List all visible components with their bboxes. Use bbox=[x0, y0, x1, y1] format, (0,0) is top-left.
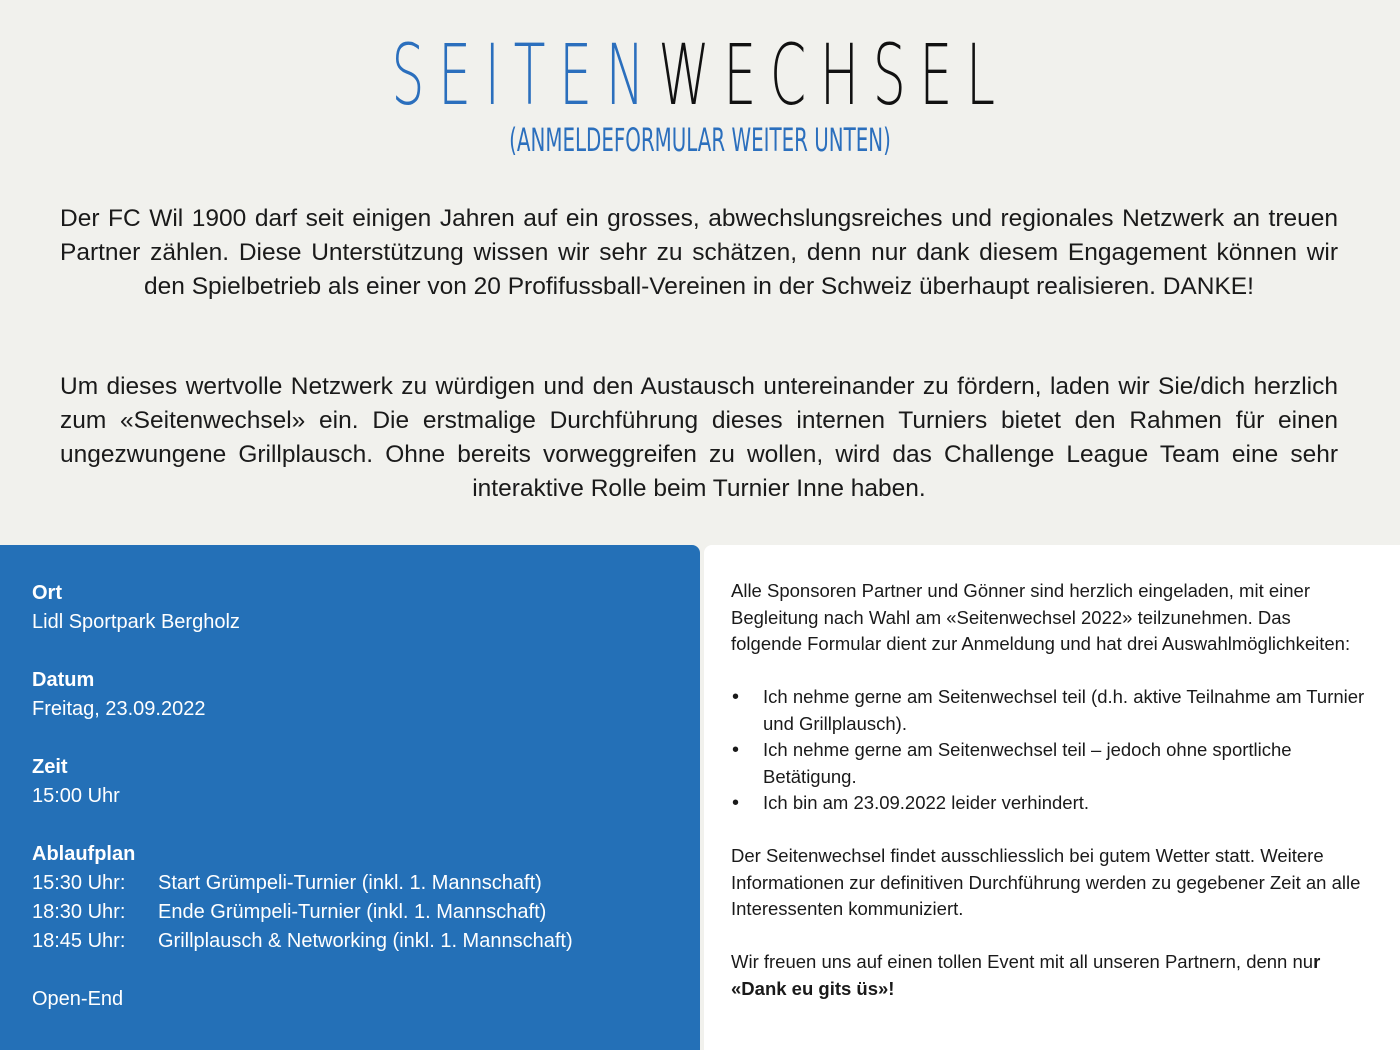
zeit-block bbox=[32, 753, 682, 811]
zeit-label: Zeit bbox=[32, 756, 68, 778]
closing-paragraph bbox=[731, 949, 1366, 1002]
schedule-event: Ende Grümpeli-Turnier (inkl. 1. Mannschaft) bbox=[158, 901, 547, 923]
info-paragraph-2: Der Seitenwechsel findet ausschliesslich bei gutem Wetter statt. Weitere Informationen zur definitiven Durchführung werden zu gegebener Zeit an alle Interessenten kommuniziert. bbox=[731, 845, 1361, 919]
closing-slogan: r «Dank eu gits üs»! bbox=[731, 951, 1321, 999]
title-part-wechsel: WECHSEL bbox=[658, 26, 1009, 124]
ort-value: Lidl Sportpark Bergholz bbox=[32, 611, 240, 633]
intro-paragraph-1: Der FC Wil 1900 darf seit einigen Jahren auf ein grosses, abwechslungsreiches und regionales Netzwerk an treuen Partner zählen. Diese Unterstützung wissen wir sehr zu schätzen, denn nur dank diesem Engagement können wir den Spielbetrieb als einer von 20 Profifussball-Vereinen in der Schweiz überhaupt realisieren. DANKE! bbox=[60, 205, 1338, 300]
open-end-text: Open-End bbox=[32, 988, 124, 1010]
ort-block bbox=[32, 579, 682, 637]
datum-block bbox=[32, 666, 682, 724]
schedule-event: Start Grümpeli-Turnier (inkl. 1. Mannschaft) bbox=[158, 872, 542, 894]
schedule-row bbox=[32, 927, 682, 956]
schedule-row bbox=[32, 869, 682, 898]
event-details-panel bbox=[0, 545, 700, 1050]
registration-options-list bbox=[731, 684, 1366, 817]
ablaufplan-block bbox=[32, 840, 682, 956]
list-item: • Ich nehme gerne am Seitenwechsel teil (d.h. aktive Teilnahme am Turnier und Grillplausch). bbox=[731, 684, 1366, 737]
schedule-time: 18:45 Uhr: bbox=[32, 930, 126, 952]
intro-paragraph-2: Um dieses wertvolle Netzwerk zu würdigen und den Austausch untereinander zu fördern, laden wir Sie/dich herzlich zum «Seitenwechsel» ein. Die erstmalige Durchführung dieses internen Turniers bietet den Rahmen für einen ungezwungene Grillplausch. Ohne bereits vorweggreifen zu wollen, wird das Challenge League Team eine sehr interaktive Rolle beim Turnier Inne haben. bbox=[60, 373, 1338, 502]
datum-value: Freitag, 23.09.2022 bbox=[32, 698, 206, 720]
closing-text: Wir freuen uns auf einen tollen Event mit all unseren Partnern, denn nu bbox=[731, 951, 1314, 972]
schedule-time: 18:30 Uhr: bbox=[32, 901, 126, 923]
list-item: • Ich bin am 23.09.2022 leider verhindert. bbox=[731, 790, 1366, 817]
registration-info-panel bbox=[704, 545, 1400, 1050]
ort-label: Ort bbox=[32, 582, 62, 604]
list-item: • Ich nehme gerne am Seitenwechsel teil – jedoch ohne sportliche Betätigung. bbox=[731, 737, 1366, 790]
schedule-time: 15:30 Uhr: bbox=[32, 872, 126, 894]
ablaufplan-label: Ablaufplan bbox=[32, 843, 136, 865]
zeit-value: 15:00 Uhr bbox=[32, 785, 120, 807]
title-part-seiten: SEITEN bbox=[391, 26, 659, 124]
page-subtitle: (ANMELDEFORMULAR WEITER UNTEN) bbox=[509, 121, 891, 159]
schedule-event: Grillplausch & Networking (inkl. 1. Mannschaft) bbox=[158, 930, 573, 952]
schedule-row bbox=[32, 898, 682, 927]
info-paragraph-1: Alle Sponsoren Partner und Gönner sind herzlich eingeladen, mit einer Begleitung nach Wahl am «Seitenwechsel 2022» teilzunehmen. Das folgende Formular dient zur Anmeldung und hat drei Auswahlmöglichkeiten: bbox=[731, 580, 1351, 654]
page-title bbox=[266, 26, 1134, 124]
datum-label: Datum bbox=[32, 669, 95, 691]
